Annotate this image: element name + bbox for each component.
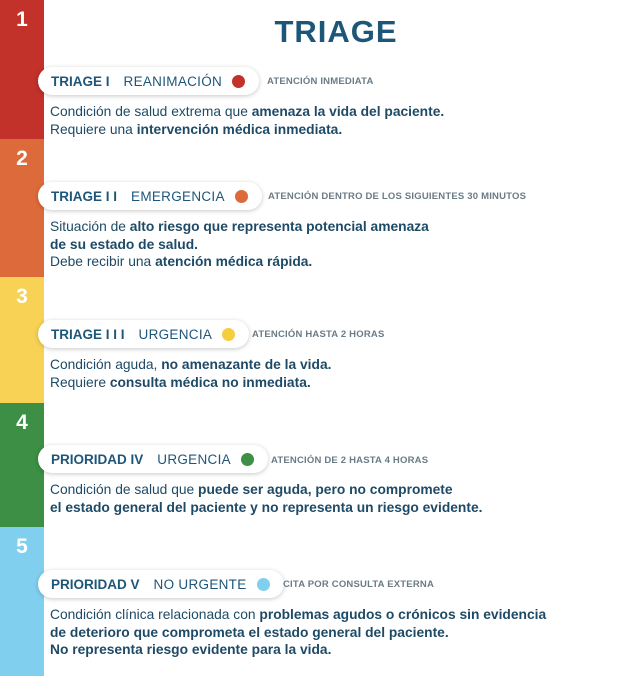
description-emphasis: el estado general del paciente y no representa un riesgo evidente. [50,499,483,515]
description-line [50,253,608,271]
level-name: TRIAGE I [51,73,110,89]
level-number: 2 [16,147,28,170]
level-category: URGENCIA [138,326,213,342]
description-emphasis: problemas agudos o crónicos sin evidencia [259,607,547,622]
color-dot-icon [257,578,270,591]
level-pill-2 [38,182,262,210]
level-number: 3 [16,285,28,308]
triage-band-3 [0,277,44,403]
level-number: 1 [16,8,28,31]
level-description [50,103,608,138]
level-name: TRIAGE I I I [51,326,125,342]
description-line [50,236,608,254]
description-line [50,499,608,517]
level-pill-1 [38,67,259,95]
description-line [50,121,608,139]
description-line [50,356,608,374]
level-note: CITA POR CONSULTA EXTERNA [283,579,435,590]
description-emphasis: alto riesgo que representa potencial amenaza [129,219,429,234]
description-emphasis: atención médica rápida. [155,254,313,269]
triage-band-4 [0,403,44,527]
level-pill-5 [38,570,284,598]
triage-band-1 [0,0,44,139]
page-title: TRIAGE [274,14,398,49]
description-emphasis: de su estado de salud. [50,236,198,252]
color-dot-icon [232,75,245,88]
level-category: EMERGENCIA [131,188,225,204]
level-note: ATENCIÓN DENTRO DE LOS SIGUIENTES 30 MINUTOS [268,191,527,202]
level-pill-4 [38,445,268,473]
level-pill-3 [38,320,249,348]
level-number: 4 [16,411,28,434]
level-name: PRIORIDAD V [51,576,140,592]
color-dot-icon [235,190,248,203]
level-description [50,218,608,271]
description-text: Debe recibir una [50,254,156,269]
description-emphasis: intervención médica inmediata. [136,121,343,137]
description-emphasis: amenaza la vida del paciente. [251,104,445,119]
description-text: Requiere una [50,121,137,137]
description-line [50,624,608,642]
description-text: Situación de [50,219,130,234]
description-emphasis: consulta médica no inmediata. [109,374,311,390]
level-description [50,356,608,391]
level-note: ATENCIÓN INMEDIATA [267,76,374,87]
level-description [50,481,608,516]
triage-band-2 [0,139,44,277]
level-category: URGENCIA [157,451,231,467]
level-note: ATENCIÓN HASTA 2 HORAS [252,329,385,340]
description-text: Requiere [50,374,110,390]
level-description [50,606,608,659]
description-emphasis: No representa riesgo evidente para la vida. [50,642,332,657]
description-text: Condición clínica relacionada con [50,607,260,622]
level-name: TRIAGE I I [51,188,118,204]
description-text: Condición de salud extrema que [50,104,252,119]
description-line [50,374,608,392]
description-text: Condición aguda, [50,357,162,372]
description-emphasis: no amenazante de la vida. [161,357,332,372]
description-emphasis: de deterioro que comprometa el estado general del paciente. [50,624,449,640]
description-line [50,103,608,121]
level-category: REANIMACIÓN [123,73,223,89]
level-note: ATENCIÓN DE 2 HASTA 4 HORAS [271,455,429,466]
level-category: NO URGENTE [153,576,247,592]
description-line [50,481,608,499]
description-text: Condición de salud que [50,482,199,497]
description-emphasis: puede ser aguda, pero no compromete [198,482,453,497]
description-line [50,606,608,624]
level-number: 5 [16,535,28,558]
color-dot-icon [222,328,235,341]
level-name: PRIORIDAD IV [51,451,144,467]
color-dot-icon [241,453,254,466]
description-line [50,218,608,236]
triage-band-5 [0,527,44,676]
description-line [50,641,608,659]
